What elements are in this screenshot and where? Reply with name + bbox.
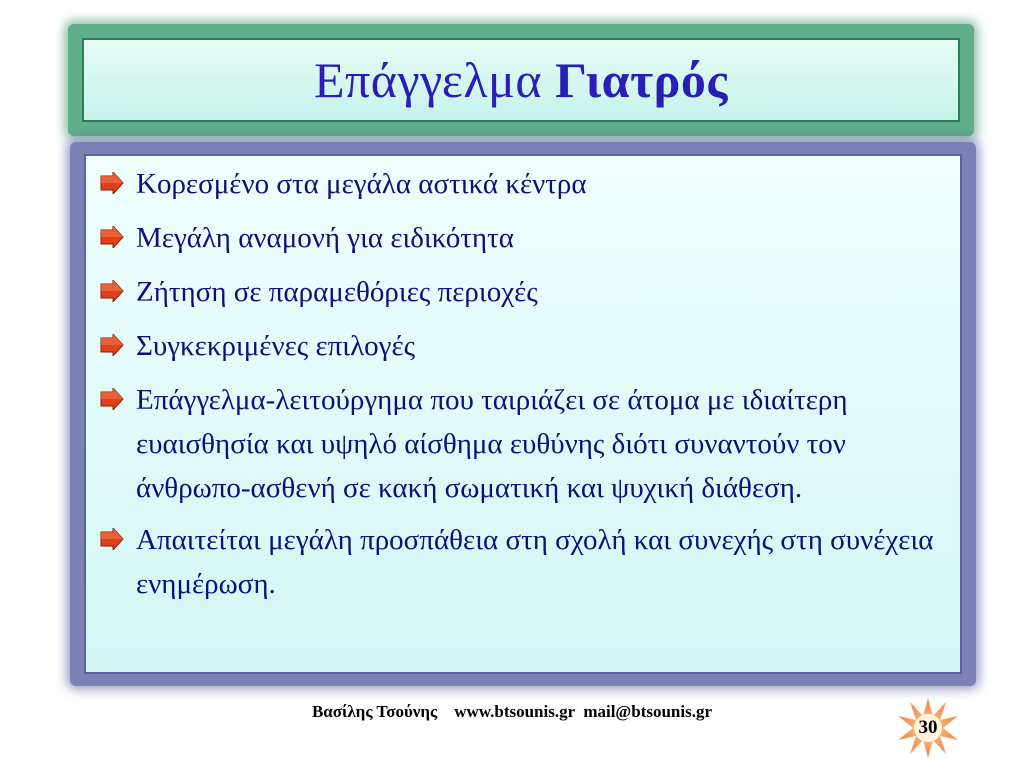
bullet-item — [100, 162, 946, 206]
bullet-text: Μεγάλη αναμονή για ειδικότητα — [136, 222, 514, 254]
content-box — [84, 154, 962, 674]
footer-credits: Βασίλης Τσούνης www.btsounis.gr mail@btsounis.gr — [311, 702, 713, 721]
page-number: 30 — [918, 717, 938, 738]
bullet-text: Απαιτείται μεγάλη προσπάθεια στη σχολή και συνεχής στη συνέχεια ενημέρωση. — [136, 524, 934, 600]
arrow-right-icon — [100, 388, 124, 410]
arrow-right-icon — [100, 334, 124, 356]
page-number-badge — [896, 696, 960, 760]
bullet-list — [100, 162, 946, 616]
bullet-item — [100, 518, 946, 606]
title-bold: Γιατρός — [555, 52, 728, 108]
bullet-item — [100, 378, 946, 510]
arrow-right-icon — [100, 280, 124, 302]
arrow-right-icon — [100, 226, 124, 248]
title-box — [82, 38, 960, 122]
bullet-text: Κορεσμένο στα μεγάλα αστικά κέντρα — [136, 168, 587, 200]
title-normal: Επάγγελμα — [314, 52, 556, 108]
content-frame — [70, 142, 976, 686]
title-frame — [68, 24, 974, 136]
bullet-item — [100, 324, 946, 368]
bullet-text: Επάγγελμα-λειτούργημα που ταιριάζει σε άτομα με ιδιαίτερη ευαισθησία και υψηλό αίσθημα ευθύνης διότι συναντούν τον άνθρωπο-ασθενή σε κακή σωματική και ψυχική διάθεση. — [136, 384, 848, 504]
arrow-right-icon — [100, 528, 124, 550]
arrow-right-icon — [100, 172, 124, 194]
bullet-text: Συγκεκριμένες επιλογές — [136, 330, 416, 362]
slide-title — [314, 51, 728, 109]
bullet-text: Ζήτηση σε παραμεθόριες περιοχές — [136, 276, 538, 308]
bullet-item — [100, 216, 946, 260]
bullet-item — [100, 270, 946, 314]
